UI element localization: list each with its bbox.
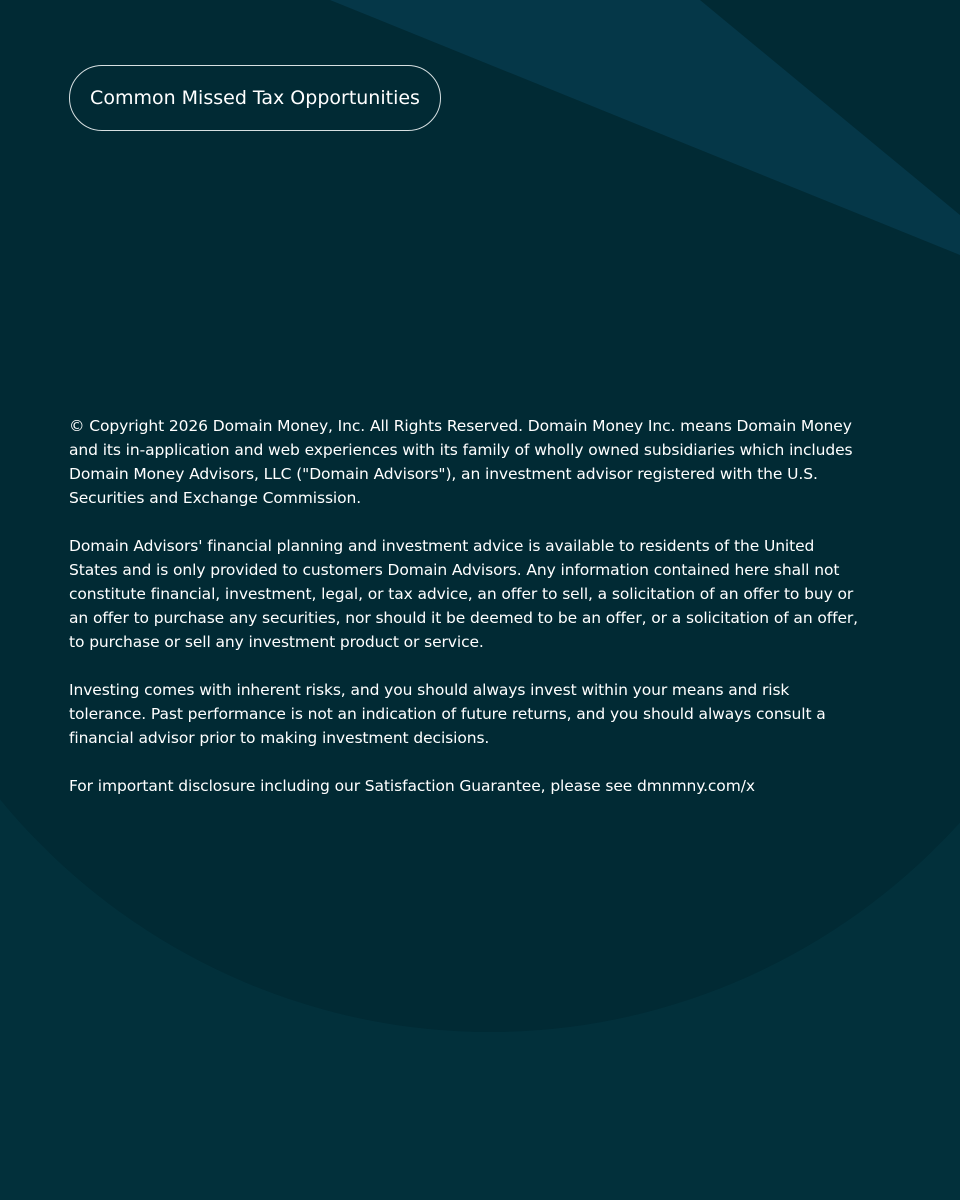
copyright-paragraph: © Copyright 2026 Domain Money, Inc. All Rights Reserved. Domain Money Inc. means Domain Money and its in-application and web experiences with its family of wholly owned subsidiaries which includes Domain Money Advisors, LLC ("Domain Advisors"), an investment advisor registered with the U.S. Securities and Exchange Commission.: [69, 417, 853, 507]
disclosure-text-block: [69, 414, 859, 798]
topic-pill[interactable]: [69, 65, 441, 131]
risk-disclaimer-paragraph: Investing comes with inherent risks, and you should always invest within your means and risk tolerance. Past performance is not an indication of future returns, and you should always consult a financial advisor prior to making investment decisions.: [69, 681, 826, 747]
guarantee-disclosure-paragraph: For important disclosure including our Satisfaction Guarantee, please see dmnmny.com/x: [69, 777, 755, 795]
advice-disclaimer-paragraph: Domain Advisors' financial planning and investment advice is available to residents of the United States and is only provided to customers Domain Advisors. Any information contained here shall not constitute financial, investment, legal, or tax advice, an offer to sell, a solicitation of an offer to buy or an offer to purchase any securities, nor should it be deemed to be an offer, or a solicitation of an offer, to purchase or sell any investment product or service.: [69, 537, 859, 651]
topic-pill-label: Common Missed Tax Opportunities: [90, 87, 420, 109]
